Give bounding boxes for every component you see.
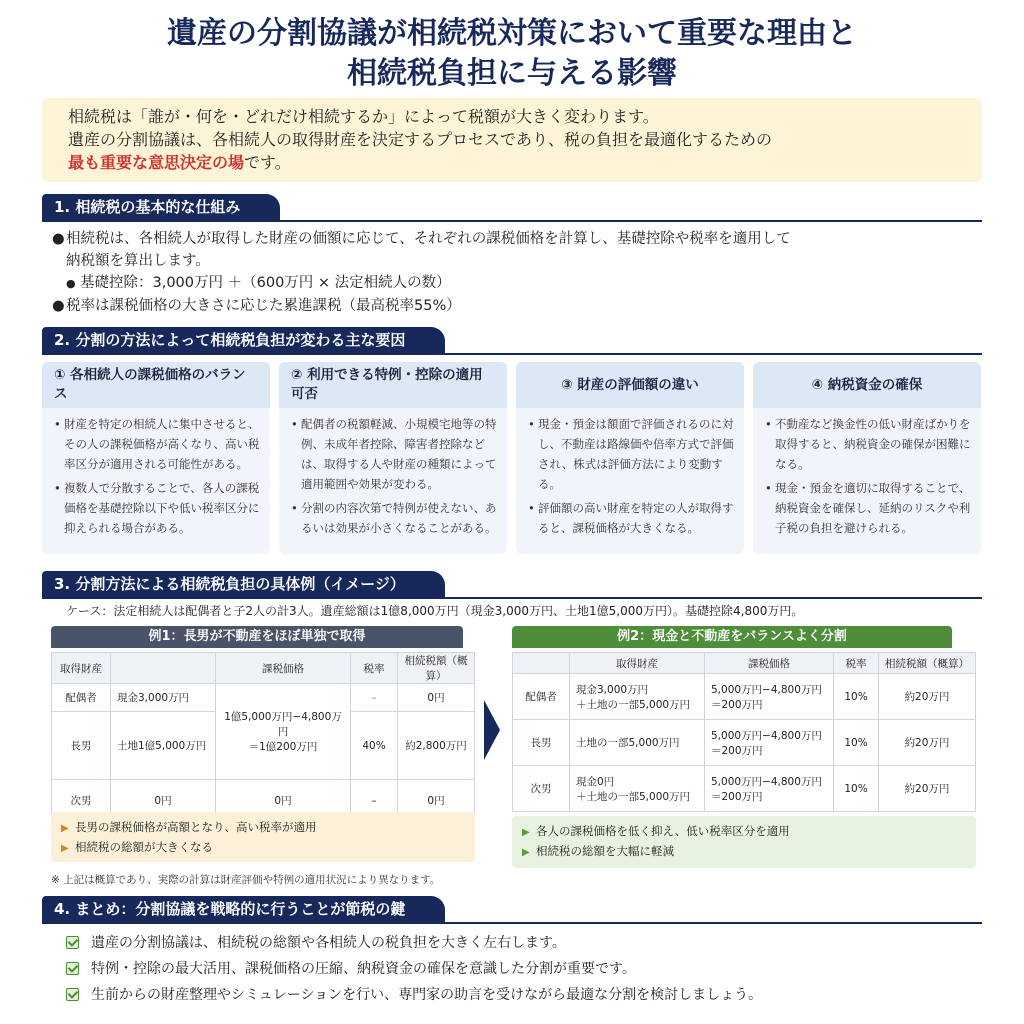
bullet-continuation: 納税額を算出します。: [66, 253, 210, 269]
intro-tail: です。: [244, 153, 291, 172]
section-1-title: 1. 相続税の基本的な仕組み: [42, 194, 280, 220]
table-header: 相続税額（概算）: [879, 653, 976, 674]
bullet-text: 相続税は、各相続人が取得した財産の価額に応じて、それぞれの課税価格を計算し、基礎控除や税率を適用して: [66, 231, 791, 247]
rate-cell: 10%: [834, 766, 879, 812]
example-1-notes: [51, 812, 475, 862]
intro-line-3: [68, 151, 956, 174]
note-text: 長男の課税価格が高額となり、高い税率が適用: [75, 820, 317, 834]
table-header: 税率: [834, 653, 879, 674]
tax-cell: 0円: [398, 780, 475, 822]
section-1-bullets: [52, 228, 791, 317]
factor-card-title: ② 利用できる特例・控除の適用可否: [279, 362, 507, 408]
rate-cell: –: [351, 684, 398, 712]
tax-base-cell: 0円: [216, 780, 351, 822]
table-header: 相続税額（概算）: [398, 653, 475, 684]
table-header: [111, 653, 216, 684]
factor-card-title: ① 各相続人の課税価格のバランス: [42, 362, 270, 408]
title-line-2: 相続税負担に与える影響: [347, 56, 677, 91]
factor-card-title: ③ 財産の評価額の違い: [516, 362, 744, 408]
note-item: [522, 842, 966, 862]
heir-name: 配偶者: [52, 684, 111, 712]
summary-text: 生前からの財産整理やシミュレーションを行い、専門家の助言を受けながら最適な分割を検討しましょう。: [91, 987, 763, 1003]
section-4-title: 4. まとめ：分割協議を戦略的に行うことが節税の鍵: [42, 896, 445, 922]
factor-card: [279, 362, 507, 554]
bullet-text: 税率は課税価格の大きさに応じた累進課税（最高税率55%）: [66, 298, 461, 314]
checkbox-icon: [66, 962, 79, 975]
checkbox-icon: [66, 988, 79, 1001]
section-2-title: 2. 分割の方法によって相続税負担が変わる主な要因: [42, 327, 445, 353]
intro-line-2: 遺産の分割協議は、各相続人の取得財産を決定するプロセスであり、税の負担を最適化するための: [68, 130, 773, 149]
tax-base-cell: 5,000万円−4,800万円 ＝200万円: [705, 720, 834, 766]
section-3-title: 3. 分割方法による相続税負担の具体例（イメージ）: [42, 571, 445, 597]
example-2-notes: [512, 816, 976, 868]
checkbox-icon: [66, 936, 79, 949]
heir-name: 長男: [513, 720, 570, 766]
heir-name: 配偶者: [513, 674, 570, 720]
note-text: 相続税の総額が大きくなる: [75, 840, 213, 854]
section-1-header: [42, 194, 982, 222]
tax-cell: 約2,800万円: [398, 712, 475, 780]
arrow-right-icon: ▶: [61, 843, 69, 854]
note-item: [522, 822, 966, 842]
section-4-header: [42, 896, 982, 924]
asset-cell: 土地の一部5,000万円: [570, 720, 705, 766]
example-1-table: [51, 652, 475, 822]
heir-name: 次男: [513, 766, 570, 812]
sub-bullet-item: ● 基礎控除：3,000万円 ＋（600万円 × 法定相続人の数）: [66, 275, 451, 291]
section-3-header: [42, 571, 982, 599]
asset-cell: 現金3,000万円 ＋土地の一部5,000万円: [570, 674, 705, 720]
sub-bullet-text: 基礎控除：3,000万円 ＋（600万円 × 法定相続人の数）: [80, 275, 451, 291]
arrow-right-icon: ▶: [522, 847, 530, 858]
tax-cell: 約20万円: [879, 720, 976, 766]
table-row: [513, 674, 976, 720]
table-header: 取得財産: [570, 653, 705, 674]
asset-cell: 現金0円 ＋土地の一部5,000万円: [570, 766, 705, 812]
factor-card: [516, 362, 744, 554]
factor-card: [753, 362, 981, 554]
tax-base-cell: 1億5,000万円−4,800万円 ＝1億200万円: [216, 684, 351, 780]
table-row: [52, 684, 475, 712]
table-header: [513, 653, 570, 674]
tax-base-cell: 5,000万円−4,800万円 ＝200万円: [705, 766, 834, 812]
note-text: 各人の課税価格を低く抑え、低い税率区分を適用: [536, 824, 790, 838]
factor-card-item: • 不動産など換金性の低い財産ばかりを取得すると、納税資金の確保が困難になる。: [765, 414, 971, 474]
table-row: [513, 720, 976, 766]
intro-box: [42, 98, 982, 182]
table-header: 課税価格: [705, 653, 834, 674]
asset-cell: 0円: [111, 780, 216, 822]
title-line-1: 遺産の分割協議が相続税対策において重要な理由と: [167, 16, 857, 51]
tax-base-cell: 5,000万円−4,800万円 ＝200万円: [705, 674, 834, 720]
rate-cell: –: [351, 780, 398, 822]
factor-card-item: • 複数人で分散することで、各人の課税価格を基礎控除以下や低い税率区分に抑えられる場合がある。: [54, 478, 260, 538]
factor-card-item: • 配偶者の税額軽減、小規模宅地等の特例、未成年者控除、障害者控除などは、取得する人や財産の種類によって適用範囲や効果が変わる。: [291, 414, 497, 494]
bullet-item: ●税率は課税価格の大きさに応じた累進課税（最高税率55%）: [52, 298, 461, 314]
note-text: 相続税の総額を大幅に軽減: [536, 844, 674, 858]
bullet-item: ●相続税は、各相続人が取得した財産の価額に応じて、それぞれの課税価格を計算し、基礎控除や税率を適用して: [52, 231, 791, 247]
tax-cell: 約20万円: [879, 674, 976, 720]
case-description: ケース：法定相続人は配偶者と子2人の計3人。遺産総額は1億8,000万円（現金3,000万円、土地1億5,000万円）。基礎控除4,800万円。: [66, 604, 804, 618]
asset-cell: 土地1億5,000万円: [111, 712, 216, 780]
factor-card-title: ④ 納税資金の確保: [753, 362, 981, 408]
rate-cell: 40%: [351, 712, 398, 780]
summary-list: [66, 930, 762, 1008]
summary-item: [66, 930, 762, 956]
arrow-right-icon: ▶: [522, 827, 530, 838]
factor-card-item: • 評価額の高い財産を特定の人が取得すると、課税価格が大きくなる。: [528, 498, 734, 538]
note-item: [61, 838, 465, 858]
heir-name: 次男: [52, 780, 111, 822]
section-2-header: [42, 327, 982, 355]
intro-line-1: 相続税は「誰が・何を・どれだけ相続するか」によって税額が大きく変わります。: [68, 107, 659, 126]
tax-cell: 0円: [398, 684, 475, 712]
table-header: 課税価格: [216, 653, 351, 684]
summary-item: [66, 956, 762, 982]
footnote: ※ 上記は概算であり、実際の計算は財産評価や特例の適用状況により異なります。: [51, 874, 441, 886]
table-header: 税率: [351, 653, 398, 684]
summary-item: [66, 982, 762, 1008]
table-row: [513, 766, 976, 812]
note-item: [61, 818, 465, 838]
example-1-title: 例1：長男が不動産をほぼ単独で取得: [51, 626, 463, 648]
page-title: [0, 14, 1024, 94]
example-2-title: 例2：現金と不動産をバランスよく分割: [512, 626, 952, 648]
summary-text: 遺産の分割協議は、相続税の総額や各相続人の税負担を大きく左右します。: [91, 935, 566, 951]
example-2-table: [512, 652, 976, 812]
factor-card-item: • 財産を特定の相続人に集中させると、その人の課税価格が高くなり、高い税率区分が適用される可能性がある。: [54, 414, 260, 474]
arrow-right-icon: [484, 700, 500, 760]
intro-emphasis: 最も重要な意思決定の場: [68, 153, 245, 172]
factor-card-item: • 分割の内容次第で特例が使えない、あるいは効果が小さくなることがある。: [291, 498, 497, 538]
arrow-right-icon: ▶: [61, 823, 69, 834]
factor-card: [42, 362, 270, 554]
heir-name: 長男: [52, 712, 111, 780]
asset-cell: 現金3,000万円: [111, 684, 216, 712]
rate-cell: 10%: [834, 720, 879, 766]
rate-cell: 10%: [834, 674, 879, 720]
factor-card-item: • 現金・預金は額面で評価されるのに対し、不動産は路線価や倍率方式で評価され、株式は評価方法により変動する。: [528, 414, 734, 494]
tax-cell: 約20万円: [879, 766, 976, 812]
factor-card-item: • 現金・預金を適切に取得することで、納税資金を確保し、延納のリスクや利子税の負担を避けられる。: [765, 478, 971, 538]
summary-text: 特例・控除の最大活用、課税価格の圧縮、納税資金の確保を意識した分割が重要です。: [91, 961, 636, 977]
table-header: 取得財産: [52, 653, 111, 684]
